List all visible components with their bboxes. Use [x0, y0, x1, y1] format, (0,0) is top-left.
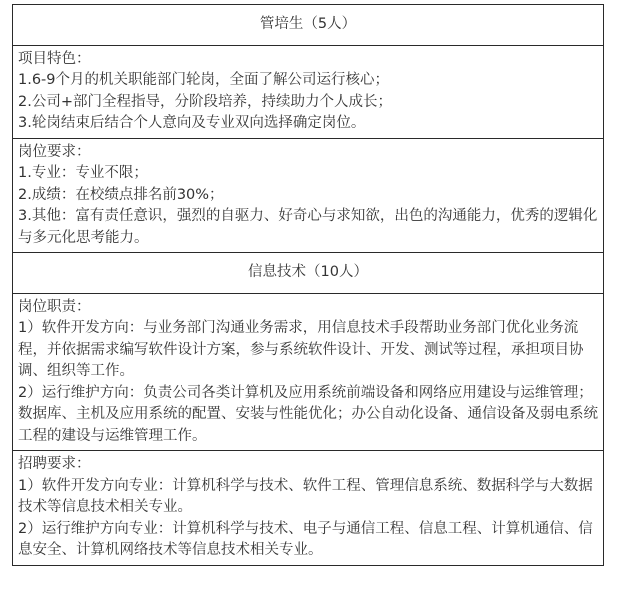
- list-item: 2）运行维护方向：负责公司各类计算机及应用系统前端设备和网络应用建设与运维管理；数据库、主机及应用系统的配置、安装与性能优化；办公自动化设备、通信设备及弱电系统工程的建设与运维管理工作。: [18, 384, 598, 444]
- block-project-features: [13, 45, 604, 138]
- section-title-management-trainee: 管培生（5人）: [13, 5, 604, 46]
- list-item: 1.专业：专业不限；: [18, 165, 148, 181]
- recruitment-document: [12, 4, 604, 566]
- content-row: [13, 138, 604, 253]
- content-row: [13, 451, 604, 566]
- list-item: 2.成绩：在校绩点排名前30%；: [18, 186, 224, 203]
- content-row: [13, 293, 604, 451]
- list-item: 2.公司+部门全程指导，分阶段培养，持续助力个人成长；: [18, 93, 392, 110]
- list-item: 1）软件开发方向：与业务部门沟通业务需求，用信息技术手段帮助业务部门优化业务流程，并依据需求编写软件设计方案，参与系统软件设计、开发、测试等过程，承担项目协调、组织等工作。: [18, 320, 584, 379]
- section-header-row: [13, 5, 604, 46]
- block-heading: 招聘要求：: [18, 456, 91, 472]
- section-header-row: [13, 253, 604, 294]
- section-title-information-technology: 信息技术（10人）: [13, 253, 604, 294]
- block-heading: 项目特色：: [18, 50, 91, 67]
- job-table: [12, 4, 604, 566]
- list-item: 1.6-9个月的机关职能部门轮岗，全面了解公司运行核心；: [18, 72, 390, 88]
- block-heading: 岗位要求：: [18, 143, 91, 160]
- list-item: 2）运行维护方向专业：计算机科学与技术、电子与通信工程、信息工程、计算机通信、信息安全、计算机网络技术等信息技术相关专业。: [18, 520, 593, 558]
- block-position-requirements: [13, 138, 604, 253]
- block-job-duties: [13, 293, 604, 451]
- list-item: 1）软件开发方向专业：计算机科学与技术、软件工程、管理信息系统、数据科学与大数据技术等信息技术相关专业。: [18, 477, 593, 515]
- list-item: 3.其他：富有责任意识，强烈的自驱力、好奇心与求知欲，出色的沟通能力，优秀的逻辑化与多元化思考能力。: [18, 208, 598, 246]
- list-item: 3.轮岗结束后结合个人意向及专业双向选择确定岗位。: [18, 115, 366, 131]
- content-row: [13, 45, 604, 138]
- block-recruitment-requirements: [13, 451, 604, 566]
- block-heading: 岗位职责：: [18, 298, 91, 315]
